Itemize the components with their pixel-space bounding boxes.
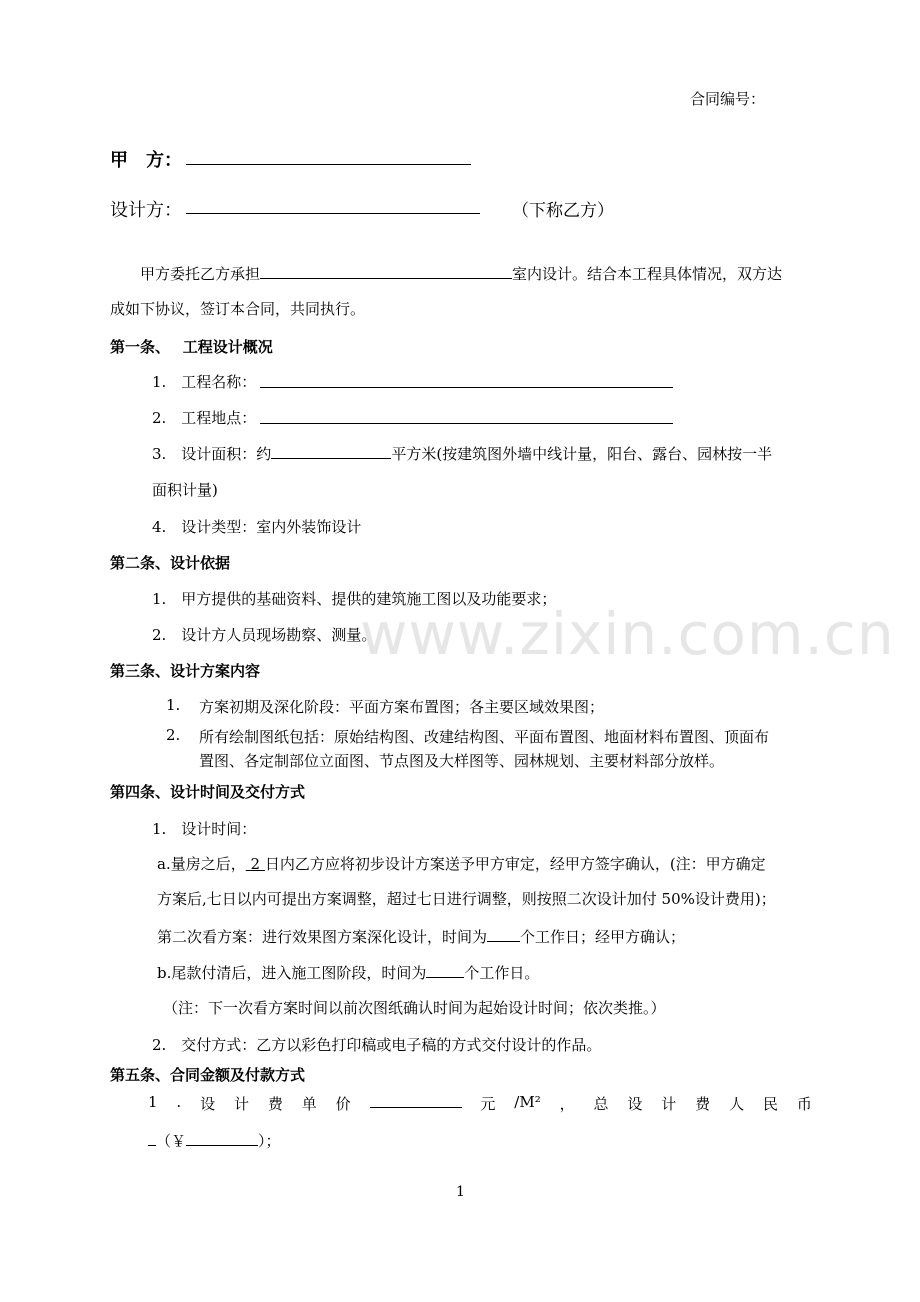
project-blank[interactable] — [260, 264, 512, 279]
designer-blank[interactable] — [186, 213, 480, 214]
intro-suffix: 室内设计。结合本工程具体情况，双方达 — [512, 265, 783, 283]
fee-char: . — [176, 1093, 182, 1111]
article-4-a-line-1 — [157, 853, 766, 874]
fee-char: 1 — [148, 1093, 158, 1111]
second-days-blank[interactable] — [487, 927, 520, 942]
fee-char: 费 — [267, 1095, 283, 1113]
article-5-line-2 — [148, 1130, 281, 1151]
per-square-meter: /M² — [514, 1093, 541, 1111]
article-4-item-2: 2. 交付方式：乙方以彩色打印稿或电子稿的方式交付设计的作品。 — [152, 1036, 602, 1054]
intro-line-2: 成如下协议，签订本合同，共同执行。 — [110, 300, 366, 318]
party-a-blank[interactable] — [186, 164, 471, 165]
project-location-blank[interactable] — [260, 423, 673, 424]
rmb-prefix: （￥ — [156, 1132, 187, 1150]
total-char: 设 — [627, 1095, 643, 1113]
article-1-item-2: 2. 工程地点： — [152, 409, 257, 427]
fee-char: 单 — [301, 1095, 317, 1113]
a-days: 2 — [250, 855, 261, 873]
article-4-a-line-2: 方案后,七日以内可提出方案调整，超过七日进行调整，则按照二次设计加付 50%设计费用)； — [157, 890, 776, 908]
rmb-lead-blank[interactable] — [148, 1131, 156, 1146]
article-2-item-2: 2. 设计方人员现场勘察、测量。 — [152, 626, 377, 644]
a-prefix: a.量房之后， — [157, 855, 246, 873]
article-5-title: 第五条、合同金额及付款方式 — [110, 1066, 306, 1084]
article-1-item-4: 4. 设计类型：室内外装饰设计 — [152, 518, 362, 536]
b-prefix: b.尾款付清后，进入施工图阶段，时间为 — [157, 964, 427, 982]
article-1-item-1: 1. 工程名称： — [152, 373, 257, 391]
article-3-item-2-line-1: 所有绘制图纸包括：原始结构图、改建结构图、平面布置图、地面材料布置图、顶面布 — [199, 728, 770, 746]
article-1-item-3-line-2: 面积计量) — [152, 481, 218, 499]
article-4-note: （注：下一次看方案时间以前次图纸确认时间为起始设计时间；依次类推。） — [163, 999, 666, 1017]
article-5-line-1 — [148, 1093, 812, 1114]
area-suffix: 平方米(按建筑图外墙中线计量，阳台、露台、园林按一半 — [391, 445, 773, 463]
a-suffix: 日内乙方应将初步设计方案送予甲方审定，经甲方签字确认，(注：甲方确定 — [264, 855, 766, 873]
party-a-label: 甲 方： — [110, 150, 182, 171]
fee-char: 计 — [233, 1095, 249, 1113]
intro-prefix: 甲方委托乙方承担 — [140, 265, 261, 283]
article-4-second-review — [157, 926, 685, 947]
b-days-blank[interactable] — [426, 963, 464, 978]
second-suffix: 个工作日；经甲方确认； — [520, 928, 686, 946]
total-char: 币 — [796, 1095, 812, 1113]
intro-line-1 — [140, 263, 782, 284]
article-2-title: 第二条、设计依据 — [110, 554, 231, 572]
unit-label: 元 — [480, 1095, 496, 1113]
project-name-blank[interactable] — [260, 387, 673, 388]
comma: ， — [559, 1095, 575, 1113]
second-prefix: 第二次看方案：进行效果图方案深化设计，时间为 — [157, 928, 488, 946]
unit-price-blank[interactable] — [370, 1093, 462, 1108]
watermark: www.zixin.com.cn — [360, 600, 895, 668]
article-4-title: 第四条、设计时间及交付方式 — [110, 783, 306, 801]
article-3-item-2-number: 2. — [166, 726, 181, 744]
designer-note: （下称乙方） — [512, 201, 614, 221]
total-char: 民 — [762, 1095, 778, 1113]
total-char: 人 — [729, 1095, 745, 1113]
area-blank[interactable] — [271, 444, 391, 459]
article-2-item-1: 1. 甲方提供的基础资料、提供的建筑施工图以及功能要求； — [152, 590, 557, 608]
article-3-title: 第三条、设计方案内容 — [110, 662, 261, 680]
article-3-item-1-number: 1. — [166, 696, 181, 714]
article-4-item-1: 1. 设计时间： — [152, 820, 257, 838]
article-1-title: 第一条、 工程设计概况 — [110, 338, 273, 356]
total-char: 费 — [695, 1095, 711, 1113]
b-suffix: 个工作日。 — [464, 964, 540, 982]
contract-number-label: 合同编号： — [690, 90, 766, 108]
article-3-item-2-line-2: 置图、各定制部位立面图、节点图及大样图等、园林规划、主要材料部分放样。 — [199, 752, 725, 770]
page-number: 1 — [456, 1184, 465, 1200]
article-4-b — [157, 962, 539, 983]
total-char: 计 — [661, 1095, 677, 1113]
area-prefix: 3. 设计面积：约 — [152, 445, 272, 463]
article-1-item-3 — [152, 443, 772, 464]
rmb-suffix: ）； — [258, 1132, 281, 1150]
rmb-amount-blank[interactable] — [186, 1131, 258, 1146]
article-3-item-1: 方案初期及深化阶段：平面方案布置图；各主要区域效果图； — [199, 698, 605, 716]
fee-char: 设 — [200, 1095, 216, 1113]
fee-char: 价 — [335, 1095, 351, 1113]
designer-label: 设计方： — [110, 200, 182, 221]
total-char: 总 — [593, 1095, 609, 1113]
